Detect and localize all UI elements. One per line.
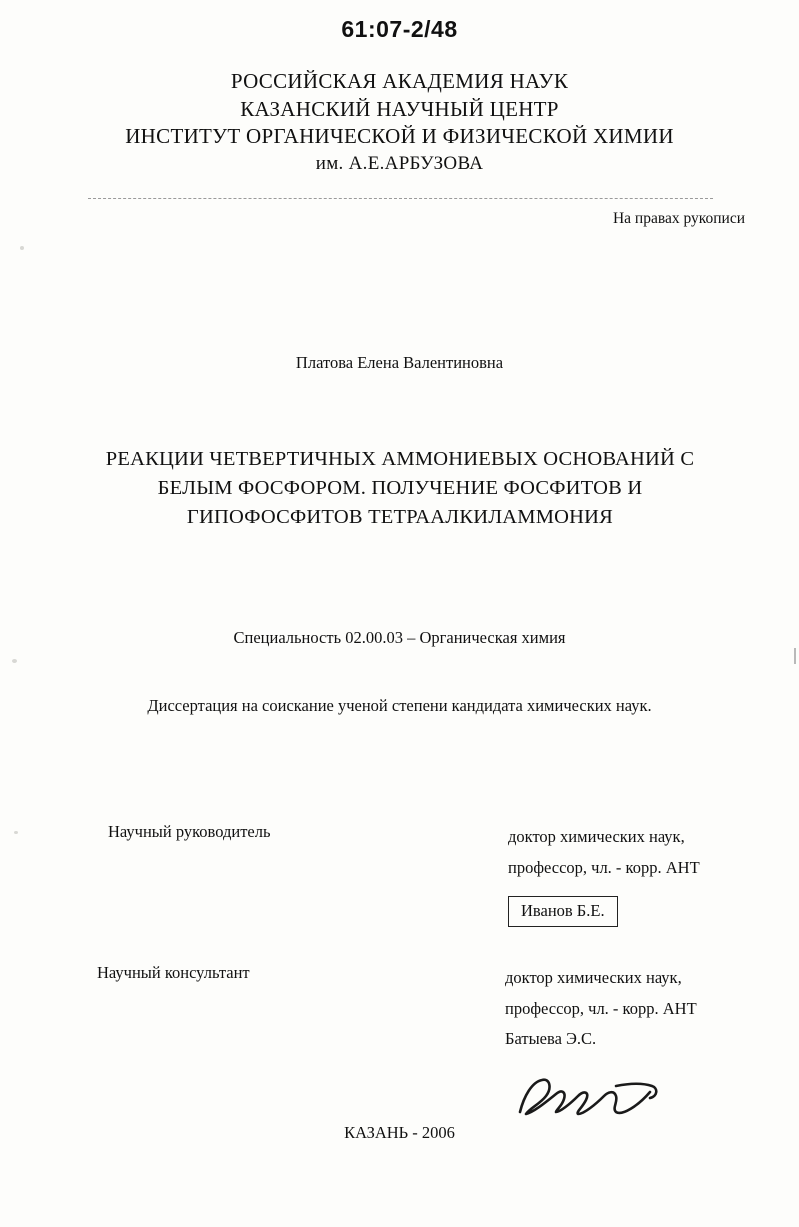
- horizontal-divider: [88, 198, 713, 199]
- supervisor-detail-line-2: профессор, чл. - корр. АНТ: [508, 857, 700, 877]
- scan-speck: [14, 831, 18, 834]
- consultant-name: Батыева Э.С.: [505, 1029, 597, 1049]
- handwritten-signature-icon: [512, 1068, 692, 1126]
- catalog-number: 61:07-2/48: [341, 16, 458, 42]
- page-title: [70, 445, 730, 532]
- organization-line-4: им. А.Е.АРБУЗОВА: [315, 153, 484, 175]
- title-line-1: РЕАКЦИИ ЧЕТВЕРТИЧНЫХ АММОНИЕВЫХ ОСНОВАНИЙ С: [105, 448, 695, 470]
- organization-line-1: РОССИЙСКАЯ АКАДЕМИЯ НАУК: [230, 69, 569, 93]
- city-year: КАЗАНЬ - 2006: [344, 1123, 455, 1142]
- title-line-2: БЕЛЫМ ФОСФОРОМ. ПОЛУЧЕНИЕ ФОСФИТОВ И: [157, 477, 643, 500]
- scan-speck: [20, 246, 24, 250]
- scan-speck: [12, 659, 17, 663]
- author-name: Платова Елена Валентиновна: [295, 353, 504, 372]
- degree-line: Диссертация на соискание ученой степени кандидата химических наук.: [147, 696, 652, 715]
- supervisor-name-box: Иванов Б.Е.: [508, 896, 618, 927]
- supervisor-detail-line-1: доктор химических наук,: [508, 827, 685, 846]
- consultant-detail-line-1: доктор химических наук,: [505, 968, 682, 987]
- consultant-detail-line-2: профессор, чл. - корр. АНТ: [505, 998, 697, 1018]
- consultant-label: Научный консультант: [97, 963, 250, 982]
- page-edge-mark: [794, 648, 796, 664]
- organization-line-2: КАЗАНСКИЙ НАУЧНЫЙ ЦЕНТР: [240, 96, 559, 121]
- consultant-details: [505, 963, 697, 1055]
- supervisor-label: Научный руководитель: [108, 822, 271, 841]
- supervisor-details: [508, 822, 700, 883]
- organization-block: [0, 68, 799, 176]
- title-line-3: ГИПОФОСФИТОВ ТЕТРААЛКИЛАММОНИЯ: [186, 506, 614, 529]
- manuscript-note: На правах рукописи: [612, 210, 745, 227]
- speciality-line: Специальность 02.00.03 – Органическая химия: [233, 628, 566, 647]
- organization-line-3: ИНСТИТУТ ОРГАНИЧЕСКОЙ И ФИЗИЧЕСКОЙ ХИМИИ: [125, 124, 674, 149]
